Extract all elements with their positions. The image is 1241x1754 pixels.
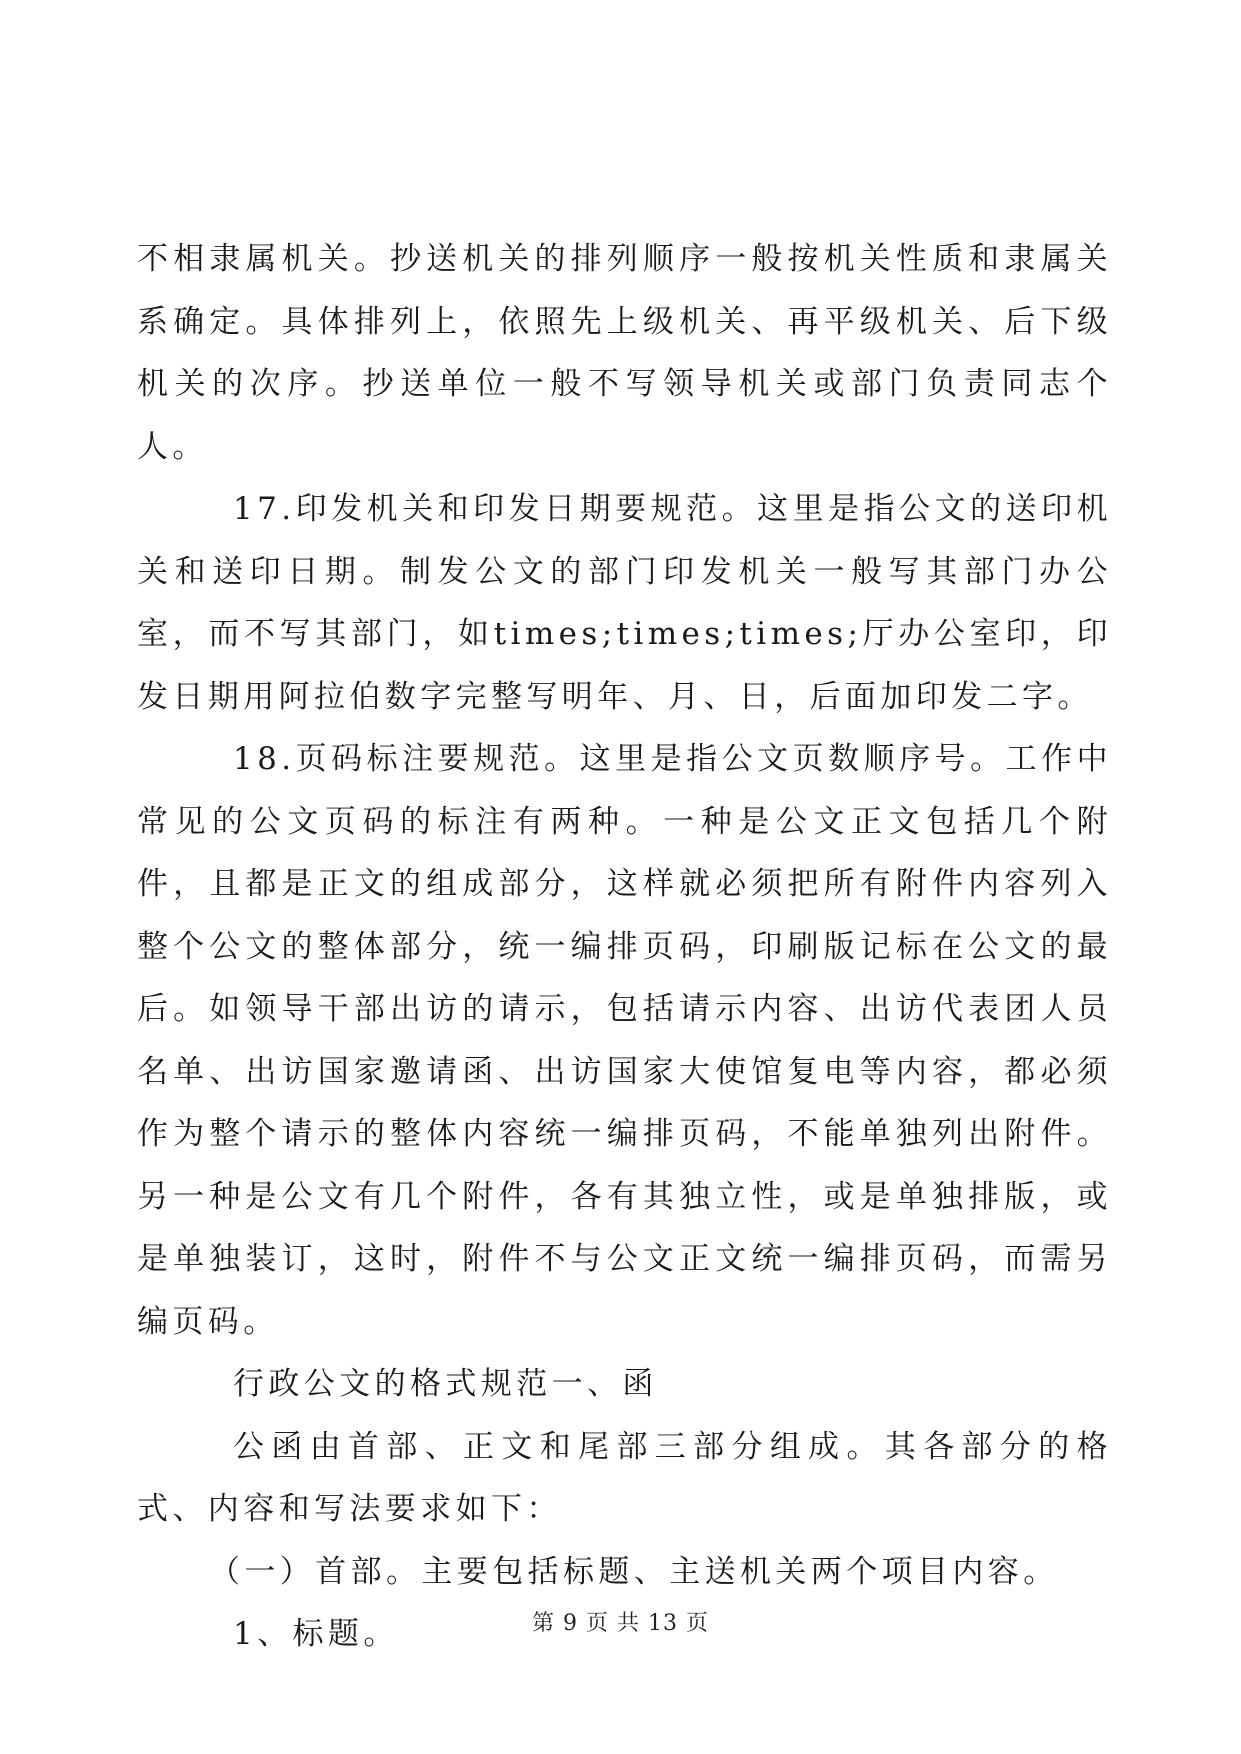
paragraph-cc-order: 不相隶属机关。抄送机关的排列顺序一般按机关性质和隶属关系确定。具体排列上，依照先上级机关、再平级机关、后下级机关的次序。抄送单位一般不写领导机关或部门负责同志个人。 <box>137 241 1112 465</box>
page-number-footer: 第 9 页 共 13 页 <box>532 1611 709 1636</box>
paragraph-letter-composition: 公函由首部、正文和尾部三部分组成。其各部分的格式、内容和写法要求如下： <box>137 1428 1112 1527</box>
section-heading-letter-format: 行政公文的格式规范一、函 <box>233 1366 658 1402</box>
paragraph-title-item: 1、标题。 <box>233 1616 399 1652</box>
document-body <box>137 228 1112 1666</box>
paragraph-17-issuing-agency: 17.印发机关和印发日期要规范。这里是指公文的送印机关和送印日期。制发公文的部门印发机关一般写其部门办公室，而不写其部门，如times;times;times;厅办公室印，印发日期用阿拉伯数字完整写明年、月、日，后面加印发二字。 <box>137 491 1112 715</box>
paragraph-header-part: （一）首部。主要包括标题、主送机关两个项目内容。 <box>209 1553 1059 1590</box>
paragraph-18-page-numbering: 18.页码标注要规范。这里是指公文页数顺序号。工作中常见的公文页码的标注有两种。一种是公文正文包括几个附件，且都是正文的组成部分，这样就必须把所有附件内容列入整个公文的整体部分，统一编排页码，印刷版记标在公文的最后。如领导干部出访的请示，包括请示内容、出访代表团人员名单、出访国家邀请函、出访国家大使馆复电等内容，都必须作为整个请示的整体内容统一编排页码，不能单独列出附件。另一种是公文有几个附件，各有其独立性，或是单独排版，或是单独装订，这时，附件不与公文正文统一编排页码，而需另编页码。 <box>137 741 1112 1340</box>
